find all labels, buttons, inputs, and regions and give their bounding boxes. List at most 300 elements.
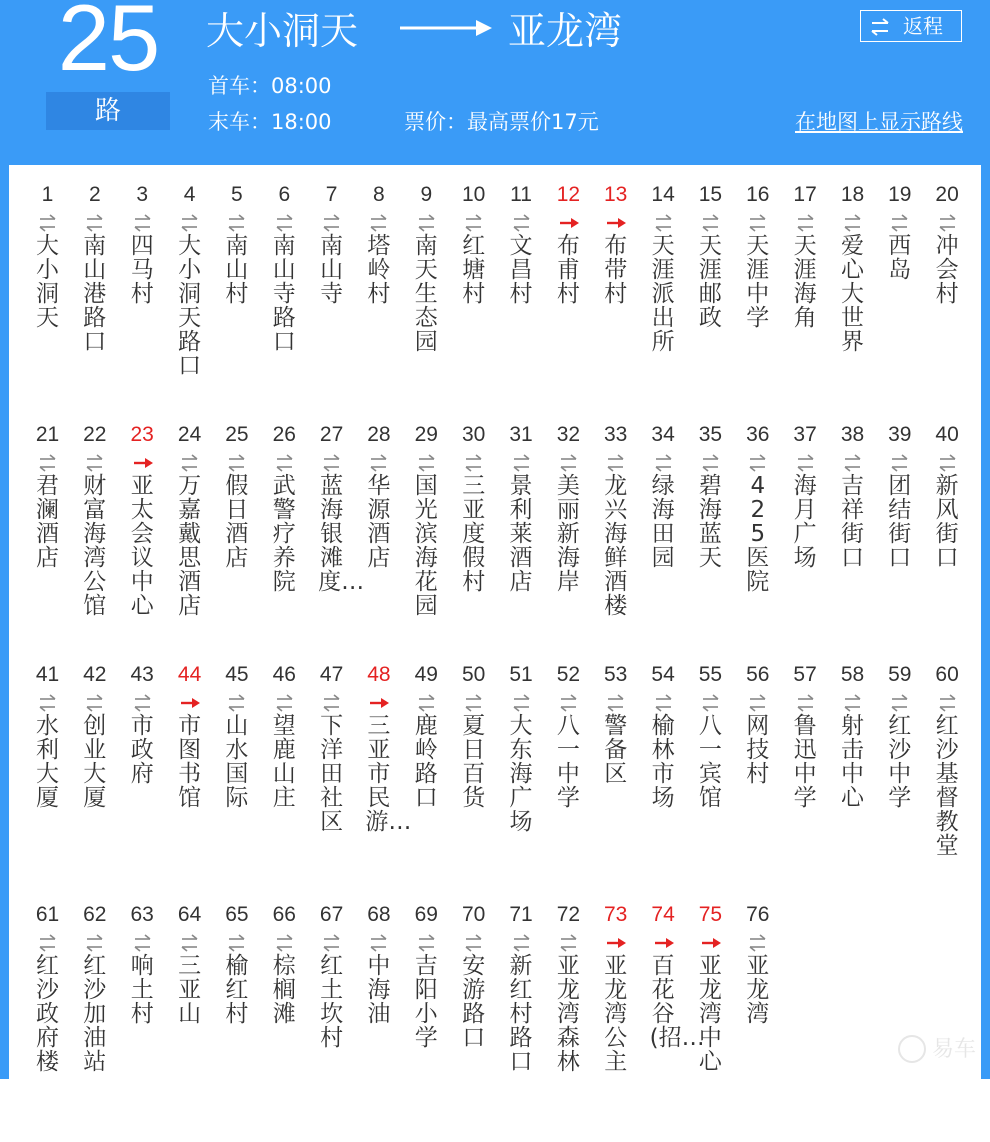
- stop-item[interactable]: [640, 662, 687, 902]
- stop-name: 吉阳小学: [414, 953, 438, 1051]
- stop-number: 53: [604, 663, 628, 686]
- watermark: [898, 1030, 982, 1070]
- stop-item[interactable]: [687, 662, 734, 902]
- stop-name: 绿海田园: [651, 473, 675, 571]
- stop-item[interactable]: [498, 182, 545, 422]
- stop-item[interactable]: [498, 902, 545, 1142]
- stop-item[interactable]: [119, 662, 166, 902]
- stop-name: 布甫村: [556, 233, 580, 307]
- stop-item[interactable]: [498, 662, 545, 902]
- route-origin: 大小洞天: [206, 9, 359, 53]
- stop-number: 58: [840, 663, 865, 686]
- stop-number: 7: [325, 183, 338, 206]
- stop-item[interactable]: [119, 422, 166, 662]
- stop-name: 425医院: [746, 473, 770, 595]
- stop-name: 碧海蓝天: [698, 473, 722, 571]
- stop-name: 亚龙湾: [746, 953, 770, 1027]
- stop-name: 万嘉戴思酒店: [178, 473, 202, 619]
- stop-item[interactable]: [213, 182, 260, 422]
- stop-name: 布带村: [604, 233, 628, 307]
- stop-number: 35: [698, 423, 723, 446]
- stop-number: 10: [462, 183, 486, 206]
- stop-item[interactable]: [545, 182, 592, 422]
- stop-number: 64: [177, 903, 202, 926]
- stop-name: 南山村: [225, 233, 249, 307]
- stop-item[interactable]: [308, 182, 355, 422]
- stop-name: 团结街口: [888, 473, 912, 571]
- stop-item[interactable]: [782, 662, 829, 902]
- two-way-arrow-icon: [936, 454, 959, 472]
- stop-number: 76: [746, 903, 770, 926]
- two-way-arrow-icon: [557, 694, 580, 712]
- stop-name: 三亚度假村: [462, 473, 486, 595]
- stop-number: 38: [840, 423, 865, 446]
- two-way-arrow-icon: [510, 694, 533, 712]
- stop-item[interactable]: [592, 182, 639, 422]
- stop-item[interactable]: [71, 182, 118, 422]
- stop-number: 50: [462, 663, 486, 686]
- stop-name: 景利莱酒店: [509, 473, 533, 595]
- stop-number: 25: [225, 423, 249, 446]
- stop-name: 新红村路口: [509, 953, 533, 1075]
- stop-number: 33: [604, 423, 628, 446]
- stop-number: 43: [130, 663, 154, 686]
- stop-number: 2: [88, 183, 101, 206]
- stop-item[interactable]: [450, 902, 497, 1142]
- one-way-arrow-icon: [367, 694, 390, 712]
- stop-number: 37: [793, 423, 817, 446]
- two-way-arrow-icon: [36, 454, 59, 472]
- stop-number: 19: [888, 183, 912, 206]
- stop-item[interactable]: [876, 662, 923, 902]
- stop-number: 1: [41, 183, 54, 206]
- stop-item[interactable]: [261, 902, 308, 1142]
- stop-item[interactable]: [734, 662, 781, 902]
- two-way-arrow-icon: [794, 214, 817, 232]
- stop-name: 天涯邮政: [698, 233, 722, 331]
- two-way-arrow-icon: [131, 694, 154, 712]
- one-way-arrow-icon: [604, 934, 627, 952]
- stop-name: 亚龙湾森林: [556, 953, 580, 1075]
- stop-number: 74: [651, 903, 675, 926]
- two-way-arrow-icon: [415, 214, 438, 232]
- stop-item[interactable]: [213, 902, 260, 1142]
- stop-item[interactable]: [450, 662, 497, 902]
- two-way-arrow-icon: [462, 934, 485, 952]
- stop-item[interactable]: [498, 422, 545, 662]
- stop-item[interactable]: [24, 182, 71, 422]
- two-way-arrow-icon: [841, 694, 864, 712]
- stop-name: 网技村: [746, 713, 770, 787]
- two-way-arrow-icon: [699, 694, 722, 712]
- two-way-arrow-icon: [415, 694, 438, 712]
- stop-name: 新风街口: [935, 473, 959, 571]
- stop-number: 44: [177, 663, 202, 686]
- stop-name: 山水国际: [225, 713, 249, 811]
- stop-item[interactable]: [166, 902, 213, 1142]
- two-way-arrow-icon: [652, 214, 675, 232]
- stop-number: 59: [888, 663, 912, 686]
- stop-item[interactable]: [403, 902, 450, 1142]
- two-way-arrow-icon: [841, 214, 864, 232]
- stop-item[interactable]: [355, 182, 402, 422]
- stop-name: 八一宾馆: [698, 713, 722, 811]
- two-way-arrow-icon: [557, 934, 580, 952]
- stop-number: 63: [130, 903, 154, 926]
- two-way-arrow-icon: [746, 694, 769, 712]
- stop-name: 文昌村: [509, 233, 533, 307]
- stop-name: 棕榈滩: [272, 953, 296, 1027]
- stop-number: 24: [177, 423, 202, 446]
- two-way-arrow-icon: [83, 934, 106, 952]
- stop-number: 13: [604, 183, 628, 206]
- stop-number: 45: [225, 663, 249, 686]
- stop-number: 70: [462, 903, 486, 926]
- fare-info: 票价：最高票价17元: [404, 110, 599, 134]
- stop-item[interactable]: [592, 662, 639, 902]
- one-way-arrow-icon: [557, 214, 580, 232]
- stop-number: 30: [462, 423, 486, 446]
- stop-number: 41: [35, 663, 60, 686]
- two-way-arrow-icon: [83, 694, 106, 712]
- stop-number: 23: [130, 423, 154, 446]
- first-bus-time: 首车：08:00: [208, 74, 332, 98]
- stop-name: 下洋田社区: [320, 713, 344, 835]
- two-way-arrow-icon: [320, 214, 343, 232]
- stop-item[interactable]: [592, 422, 639, 662]
- two-way-arrow-icon: [794, 694, 817, 712]
- two-way-arrow-icon: [557, 454, 580, 472]
- stop-name: 吉祥街口: [841, 473, 864, 571]
- two-way-arrow-icon: [367, 454, 390, 472]
- two-way-arrow-icon: [83, 214, 106, 232]
- return-trip-button[interactable]: [860, 10, 962, 42]
- stop-item[interactable]: [687, 422, 734, 662]
- stop-item[interactable]: [308, 422, 365, 662]
- stop-name: 亚龙湾公主: [604, 953, 628, 1075]
- stop-number: 14: [651, 183, 675, 206]
- stop-item[interactable]: [829, 182, 876, 422]
- stop-item[interactable]: [213, 422, 260, 662]
- two-way-arrow-icon: [36, 214, 59, 232]
- stop-number: 9: [420, 183, 433, 206]
- two-way-arrow-icon: [888, 454, 911, 472]
- stop-name: 市政府: [130, 713, 154, 787]
- two-way-arrow-icon: [746, 214, 769, 232]
- watermark-text: 易车: [932, 1037, 977, 1062]
- two-way-arrow-icon: [604, 694, 627, 712]
- two-way-arrow-icon: [320, 694, 343, 712]
- stop-number: 66: [272, 903, 296, 926]
- two-way-arrow-icon: [462, 454, 485, 472]
- stop-name: 八一中学: [556, 713, 580, 811]
- stop-name: 夏日百货: [462, 713, 486, 811]
- two-way-arrow-icon: [273, 694, 296, 712]
- stop-name: 亚太会议中心: [130, 473, 154, 619]
- two-way-arrow-icon: [510, 454, 533, 472]
- two-way-arrow-icon: [699, 454, 722, 472]
- one-way-arrow-icon: [604, 214, 627, 232]
- stop-name: 华源酒店: [367, 473, 391, 571]
- one-way-arrow-icon: [652, 934, 675, 952]
- stop-item[interactable]: [71, 662, 118, 902]
- stop-number: 4: [183, 183, 196, 206]
- stop-item[interactable]: [545, 422, 592, 662]
- stop-name: 安游路口: [462, 953, 486, 1051]
- stop-item[interactable]: [213, 662, 260, 902]
- stop-item[interactable]: [687, 182, 734, 422]
- stop-name: 海月广场: [793, 473, 817, 571]
- stop-number: 32: [556, 423, 581, 446]
- one-way-arrow-icon: [699, 934, 722, 952]
- stop-name: 龙兴海鲜酒楼: [604, 473, 628, 619]
- stop-item[interactable]: [782, 422, 829, 662]
- yiche-logo-icon: [898, 1035, 926, 1063]
- stop-name: 南山寺路口: [272, 233, 296, 355]
- two-way-arrow-icon: [367, 214, 390, 232]
- stop-item[interactable]: [640, 182, 687, 422]
- two-way-arrow-icon: [462, 694, 485, 712]
- stop-number: 27: [319, 423, 344, 446]
- stop-number: 56: [746, 663, 770, 686]
- stop-number: 17: [793, 183, 817, 206]
- stop-item[interactable]: [829, 662, 876, 902]
- stop-item[interactable]: [308, 662, 355, 902]
- long-arrow-right-icon: [398, 6, 494, 50]
- stop-name: 鹿岭路口: [414, 713, 438, 811]
- stop-number: 54: [651, 663, 675, 686]
- stop-item[interactable]: [734, 422, 781, 662]
- two-way-arrow-icon: [415, 934, 438, 952]
- stop-name: 红沙中学: [888, 713, 912, 811]
- stop-item[interactable]: [450, 422, 497, 662]
- stop-name: 红沙加油站: [83, 953, 107, 1075]
- stop-item[interactable]: [782, 182, 829, 422]
- stop-name: 水利大厦: [36, 713, 59, 811]
- stop-name: 天涯海角: [793, 233, 817, 331]
- two-way-arrow-icon: [83, 454, 106, 472]
- stop-name: 天涯中学: [746, 233, 770, 331]
- stop-number: 3: [136, 183, 149, 206]
- stop-number: 48: [367, 663, 391, 686]
- stop-item[interactable]: [71, 902, 118, 1142]
- two-way-arrow-icon: [936, 694, 959, 712]
- stop-name: 君澜酒店: [36, 473, 59, 571]
- stop-name: 南天生态园: [414, 233, 438, 355]
- two-way-arrow-icon: [225, 454, 248, 472]
- stop-item[interactable]: [24, 902, 71, 1142]
- stop-item[interactable]: [592, 902, 639, 1142]
- stop-name: 三亚山: [178, 953, 202, 1027]
- stop-item[interactable]: [403, 182, 450, 422]
- route-destination: 亚龙湾: [508, 9, 623, 53]
- stop-name: 四马村: [130, 233, 154, 307]
- stop-item[interactable]: [876, 182, 923, 422]
- stop-number: 73: [604, 903, 628, 926]
- two-way-arrow-icon: [652, 454, 675, 472]
- stop-name: 天涯派出所: [651, 233, 675, 355]
- stop-number: 52: [556, 663, 581, 686]
- stop-item[interactable]: [119, 902, 166, 1142]
- stop-item[interactable]: [261, 422, 308, 662]
- stop-name: 爱心大世界: [841, 233, 864, 355]
- two-way-arrow-icon: [746, 454, 769, 472]
- stop-number: 26: [272, 423, 296, 446]
- route-header: [0, 0, 990, 165]
- stop-number: 68: [367, 903, 391, 926]
- stop-name: 红土坎村: [320, 953, 344, 1051]
- stop-name: 南山寺: [320, 233, 344, 307]
- stop-name: 大东海广场: [509, 713, 533, 835]
- stop-number: 36: [746, 423, 770, 446]
- stop-name: 榆林市场: [651, 713, 675, 811]
- stop-number: 72: [556, 903, 581, 926]
- two-way-arrow-icon: [131, 934, 154, 952]
- stop-number: 75: [698, 903, 723, 926]
- stop-item[interactable]: [829, 422, 876, 662]
- stop-number: 20: [935, 183, 959, 206]
- stop-number: 47: [319, 663, 344, 686]
- stop-item[interactable]: [640, 422, 687, 662]
- stop-name: 冲会村: [935, 233, 959, 307]
- stop-name: 市图书馆: [178, 713, 202, 811]
- stop-name: 警备区: [604, 713, 628, 787]
- stop-number: 69: [414, 903, 438, 926]
- stop-item[interactable]: [308, 902, 355, 1142]
- two-way-arrow-icon: [273, 454, 296, 472]
- stop-number: 16: [746, 183, 770, 206]
- stop-number: 22: [83, 423, 107, 446]
- stop-name: 射击中心: [841, 713, 864, 811]
- stop-item[interactable]: [166, 662, 213, 902]
- two-way-arrow-icon: [462, 214, 485, 232]
- two-way-arrow-icon: [936, 214, 959, 232]
- stop-name: 中海油: [367, 953, 391, 1027]
- stop-name: 武警疗养院: [272, 473, 296, 595]
- stop-item[interactable]: [355, 902, 402, 1142]
- two-way-arrow-icon: [510, 214, 533, 232]
- two-way-arrow-icon: [652, 694, 675, 712]
- stop-name: 西岛: [888, 233, 912, 283]
- stop-number: 34: [651, 423, 675, 446]
- stop-item[interactable]: [545, 902, 592, 1142]
- stop-item[interactable]: [687, 902, 734, 1142]
- stop-item[interactable]: [924, 182, 971, 422]
- stop-number: 60: [935, 663, 959, 686]
- stop-item[interactable]: [924, 422, 971, 662]
- stop-item[interactable]: [355, 662, 412, 902]
- stop-number: 71: [509, 903, 533, 926]
- stop-name: 国光滨海花园: [414, 473, 438, 619]
- stop-number: 29: [414, 423, 438, 446]
- stop-number: 11: [510, 183, 532, 206]
- stop-item[interactable]: [403, 662, 450, 902]
- stop-item[interactable]: [450, 182, 497, 422]
- stop-name: 大小洞天: [36, 233, 59, 331]
- stop-name: 三亚市民游…: [365, 713, 412, 835]
- stop-number: 55: [698, 663, 723, 686]
- route-suffix: 路: [46, 92, 170, 130]
- two-way-arrow-icon: [888, 214, 911, 232]
- last-bus-time: 末车：18:00: [208, 110, 332, 134]
- two-way-arrow-icon: [178, 934, 201, 952]
- stop-number: 49: [414, 663, 438, 686]
- stop-item[interactable]: [261, 662, 308, 902]
- one-way-arrow-icon: [131, 454, 154, 472]
- show-route-on-map-link[interactable]: 在地图上显示路线: [795, 110, 963, 134]
- stop-number: 65: [225, 903, 249, 926]
- stop-item[interactable]: [71, 422, 118, 662]
- stop-item[interactable]: [640, 902, 705, 1142]
- stop-number: 42: [83, 663, 107, 686]
- stop-name: 鲁迅中学: [793, 713, 817, 811]
- stop-number: 5: [231, 183, 243, 206]
- stop-name: 响土村: [130, 953, 154, 1027]
- two-way-arrow-icon: [225, 214, 248, 232]
- two-way-arrow-icon: [746, 934, 769, 952]
- stop-name: 大小洞天路口: [178, 233, 202, 379]
- stop-item[interactable]: [166, 422, 213, 662]
- two-way-arrow-icon: [888, 694, 911, 712]
- stop-item[interactable]: [734, 182, 781, 422]
- stop-name: 创业大厦: [83, 713, 107, 811]
- stop-number: 51: [509, 663, 533, 686]
- two-way-arrow-icon: [320, 454, 343, 472]
- stop-name: 南山港路口: [83, 233, 107, 355]
- stop-number: 8: [373, 183, 385, 206]
- stop-item[interactable]: [734, 902, 781, 1142]
- stop-name: 榆红村: [225, 953, 249, 1027]
- two-way-arrow-icon: [178, 454, 201, 472]
- stop-item[interactable]: [166, 182, 213, 422]
- stop-number: 61: [35, 903, 60, 926]
- stop-number: 40: [935, 423, 959, 446]
- stop-name: 红沙政府楼: [36, 953, 59, 1075]
- two-way-arrow-icon: [510, 934, 533, 952]
- stop-number: 28: [367, 423, 391, 446]
- stop-number: 39: [888, 423, 912, 446]
- two-way-arrow-icon: [225, 934, 248, 952]
- stop-name: 塔岭村: [367, 233, 391, 307]
- stop-name: 美丽新海岸: [556, 473, 580, 595]
- stop-name: 假日酒店: [225, 473, 249, 571]
- two-way-arrow-icon: [36, 694, 59, 712]
- two-way-arrow-icon: [794, 454, 817, 472]
- stop-number: 57: [793, 663, 817, 686]
- two-way-arrow-icon: [604, 454, 627, 472]
- stop-item[interactable]: [403, 422, 450, 662]
- stop-item[interactable]: [355, 422, 402, 662]
- stop-number: 18: [840, 183, 865, 206]
- two-way-arrow-icon: [415, 454, 438, 472]
- stop-item[interactable]: [545, 662, 592, 902]
- stop-item[interactable]: [876, 422, 923, 662]
- stop-name: 红塘村: [462, 233, 486, 307]
- stop-number: 62: [83, 903, 107, 926]
- stop-item[interactable]: [119, 182, 166, 422]
- stop-item[interactable]: [24, 422, 71, 662]
- stop-number: 21: [35, 423, 60, 446]
- stop-number: 67: [319, 903, 344, 926]
- stop-item[interactable]: [924, 662, 971, 902]
- stop-name: 财富海湾公馆: [83, 473, 107, 619]
- two-way-arrow-icon: [367, 934, 390, 952]
- stop-name: 亚龙湾中心: [698, 953, 722, 1075]
- route-number: 25: [57, 0, 159, 90]
- stop-name: 百花谷(招…: [649, 953, 705, 1051]
- stop-item[interactable]: [261, 182, 308, 422]
- stop-item[interactable]: [24, 662, 71, 902]
